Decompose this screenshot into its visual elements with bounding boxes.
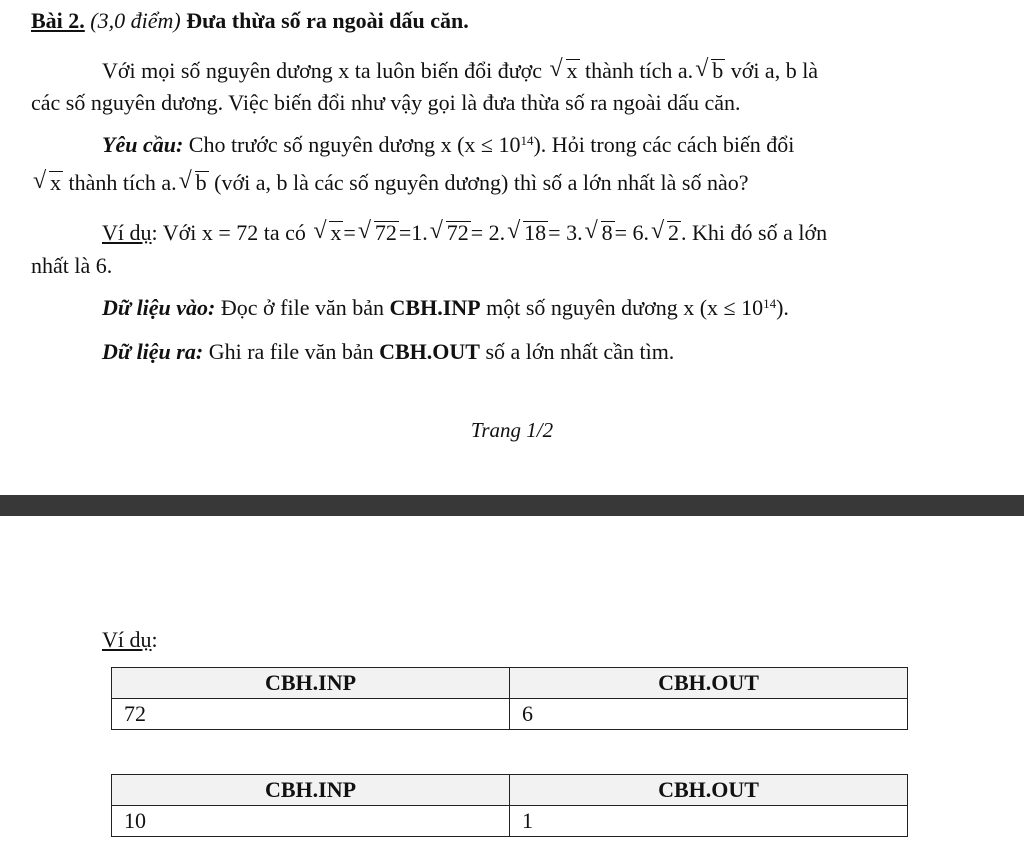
cell-input: 72 (112, 699, 510, 730)
cell-input: 10 (112, 806, 510, 837)
problem-title: Đưa thừa số ra ngoài dấu căn. (186, 8, 469, 33)
output-file: CBH.OUT (379, 339, 480, 364)
input-spec (102, 294, 789, 322)
input-text: một số nguyên dương x (x ≤ 10 (486, 295, 764, 320)
intro-text: thành tích a. (585, 58, 694, 83)
sqrt-x: √ x (33, 168, 61, 195)
problem-points: (3,0 điểm) (90, 8, 181, 33)
requirement-text: ). Hỏi trong các cách biến đổi (533, 132, 795, 157)
header-cell-input: CBH.INP (112, 668, 510, 699)
output-text: số a lớn nhất cần tìm. (485, 339, 675, 364)
example-text: . Khi đó số a lớn (681, 220, 828, 245)
output-label: Dữ liệu ra: (102, 339, 204, 364)
sqrt-72: √ 72 (429, 218, 469, 245)
equals: = 3. (548, 220, 583, 245)
table-header-row (112, 668, 908, 699)
table-row (112, 806, 908, 837)
input-text: ). (776, 295, 789, 320)
problem-heading (31, 7, 469, 35)
cell-output: 1 (510, 806, 908, 837)
sqrt-x: √ x (549, 56, 578, 83)
examples-colon: : (151, 627, 158, 652)
exponent: 14 (520, 133, 534, 148)
output-spec (102, 338, 674, 366)
sqrt-x: √ x (313, 218, 342, 245)
example-table-2 (111, 774, 908, 837)
sqrt-18: √ 18 (507, 218, 547, 245)
intro-line-1 (102, 57, 818, 85)
page-footer: Trang 1/2 (470, 418, 554, 442)
examples-label: Ví dụ (102, 627, 152, 652)
header-cell-output: CBH.OUT (510, 775, 908, 806)
example-text: : Với x = 72 ta có (151, 220, 306, 245)
sqrt-2: √ 2 (651, 218, 680, 245)
sqrt-72: √ 72 (357, 218, 397, 245)
requirement-text: Cho trước số nguyên dương x (x ≤ 10 (188, 132, 521, 157)
equals: = 6. (614, 220, 650, 245)
input-text: Đọc ở file văn bản (220, 295, 385, 320)
sqrt-b: √ b (178, 168, 207, 195)
intro-line-2: các số nguyên dương. Việc biến đổi như vậy gọi là đưa thừa số ra ngoài dấu căn. (31, 90, 741, 115)
example-label: Ví dụ (102, 220, 152, 245)
page-divider (0, 495, 1024, 516)
header-cell-output: CBH.OUT (510, 668, 908, 699)
input-label: Dữ liệu vào: (102, 295, 216, 320)
sqrt-8: √ 8 (584, 218, 613, 245)
input-file: CBH.INP (389, 295, 481, 320)
requirement-label: Yêu cầu: (102, 132, 184, 157)
header-cell-input: CBH.INP (112, 775, 510, 806)
exponent: 14 (763, 296, 777, 311)
sqrt-b: √ b (695, 56, 724, 83)
equals: =1. (398, 220, 428, 245)
intro-text: với a, b là (730, 58, 819, 83)
requirement-line-2 (31, 169, 749, 197)
cell-output: 6 (510, 699, 908, 730)
requirement-text: thành tích a. (68, 170, 177, 195)
output-text: Ghi ra file văn bản (208, 339, 374, 364)
example-line-2: nhất là 6. (31, 253, 113, 278)
requirement-line-1 (102, 131, 794, 159)
requirement-text: (với a, b là các số nguyên dương) thì số a lớn nhất là số nào? (214, 170, 749, 195)
equals: = (343, 220, 356, 245)
table-row (112, 699, 908, 730)
intro-text: Với mọi số nguyên dương x ta luôn biến đổi được (102, 58, 543, 83)
equals: = 2. (470, 220, 506, 245)
example-line-1 (102, 219, 827, 247)
example-table-1 (111, 667, 908, 730)
table-header-row (112, 775, 908, 806)
problem-number: Bài 2. (31, 8, 85, 33)
examples-heading (102, 626, 158, 654)
